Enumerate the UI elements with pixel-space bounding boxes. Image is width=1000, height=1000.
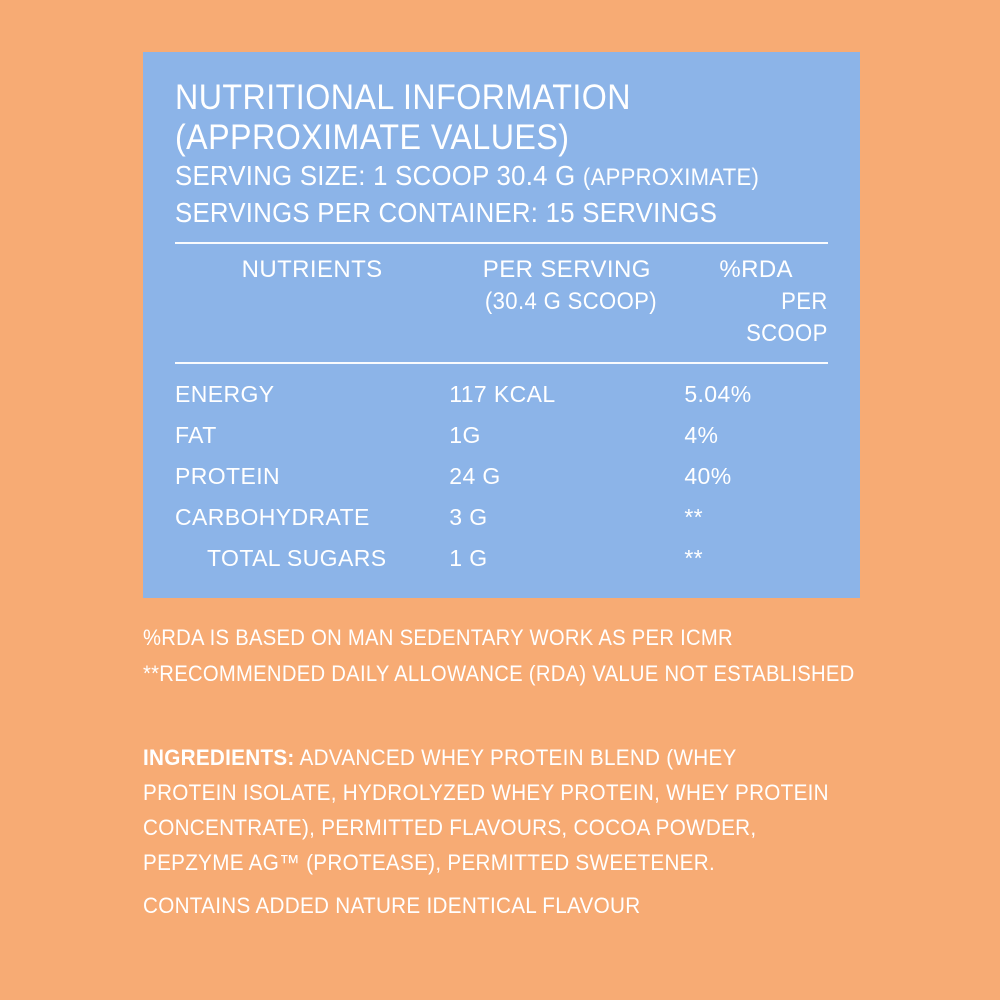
nutrition-table [175, 254, 828, 350]
row-nutrient: ENERGY [175, 381, 275, 407]
table-row [175, 374, 828, 415]
header-per-serving-label: PER SERVING [482, 256, 651, 283]
table-row [175, 538, 828, 579]
row-per-serving: 3 G [449, 504, 488, 530]
divider-top [175, 242, 828, 244]
table-row [175, 497, 828, 538]
row-rda: 4% [684, 422, 719, 448]
contains-note: CONTAINS ADDED NATURE IDENTICAL FLAVOUR [143, 893, 641, 918]
nutrition-panel [143, 52, 860, 598]
nutrition-table-body [175, 374, 828, 579]
row-rda: ** [684, 504, 704, 530]
panel-title-line1: NUTRITIONAL INFORMATION [175, 78, 632, 117]
row-nutrient: TOTAL SUGARS [207, 545, 387, 571]
header-rda-sub: PER SCOOP [746, 288, 828, 347]
ingredients-section [143, 740, 873, 923]
header-per-serving-sub: (30.4 G SCOOP) [485, 288, 658, 315]
serving-size-note: (APPROXIMATE) [582, 164, 760, 191]
panel-title-line2: (APPROXIMATE VALUES) [175, 118, 570, 157]
footnotes [143, 620, 903, 692]
servings-per-container: SERVINGS PER CONTAINER: 15 SERVINGS [175, 197, 718, 228]
footnote-rda-not-established: **RECOMMENDED DAILY ALLOWANCE (RDA) VALUE NOT ESTABLISHED [143, 661, 855, 686]
row-per-serving: 1 G [449, 545, 488, 571]
serving-size-line [175, 158, 776, 195]
row-rda: 40% [684, 463, 732, 489]
ingredients-text: ADVANCED WHEY PROTEIN BLEND (WHEY PROTEIN ISOLATE, HYDROLYZED WHEY PROTEIN, WHEY PROTEIN CONCENTRATE), PERMITTED FLAVOURS, COCOA POWDER, PEPZYME AG™ (PROTEASE), PERMITTED SWEETENER. [143, 745, 829, 875]
serving-size-label: SERVING SIZE: 1 SCOOP 30.4 G [175, 160, 576, 191]
row-per-serving: 1G [449, 422, 481, 448]
header-nutrients-label: NUTRIENTS [241, 256, 383, 283]
header-rda [684, 254, 828, 350]
row-nutrient: PROTEIN [175, 463, 281, 489]
table-row [175, 456, 828, 497]
row-per-serving: 117 KCAL [449, 381, 556, 407]
ingredients-label: INGREDIENTS: [143, 745, 295, 770]
header-nutrients [175, 254, 449, 350]
divider-bottom [175, 362, 828, 364]
ingredients-paragraph [143, 740, 829, 880]
nutrition-table-head [175, 254, 828, 350]
header-rda-label: %RDA [719, 256, 793, 283]
nutrition-values-table [175, 374, 828, 579]
row-rda: 5.04% [684, 381, 752, 407]
table-row [175, 415, 828, 456]
row-rda: ** [684, 545, 704, 571]
table-header-row [175, 254, 828, 350]
footnote-rda-basis: %RDA IS BASED ON MAN SEDENTARY WORK AS PER ICMR [143, 625, 733, 650]
header-per-serving [449, 254, 684, 350]
row-nutrient: CARBOHYDRATE [175, 504, 370, 530]
row-per-serving: 24 G [449, 463, 501, 489]
row-nutrient: FAT [175, 422, 217, 448]
